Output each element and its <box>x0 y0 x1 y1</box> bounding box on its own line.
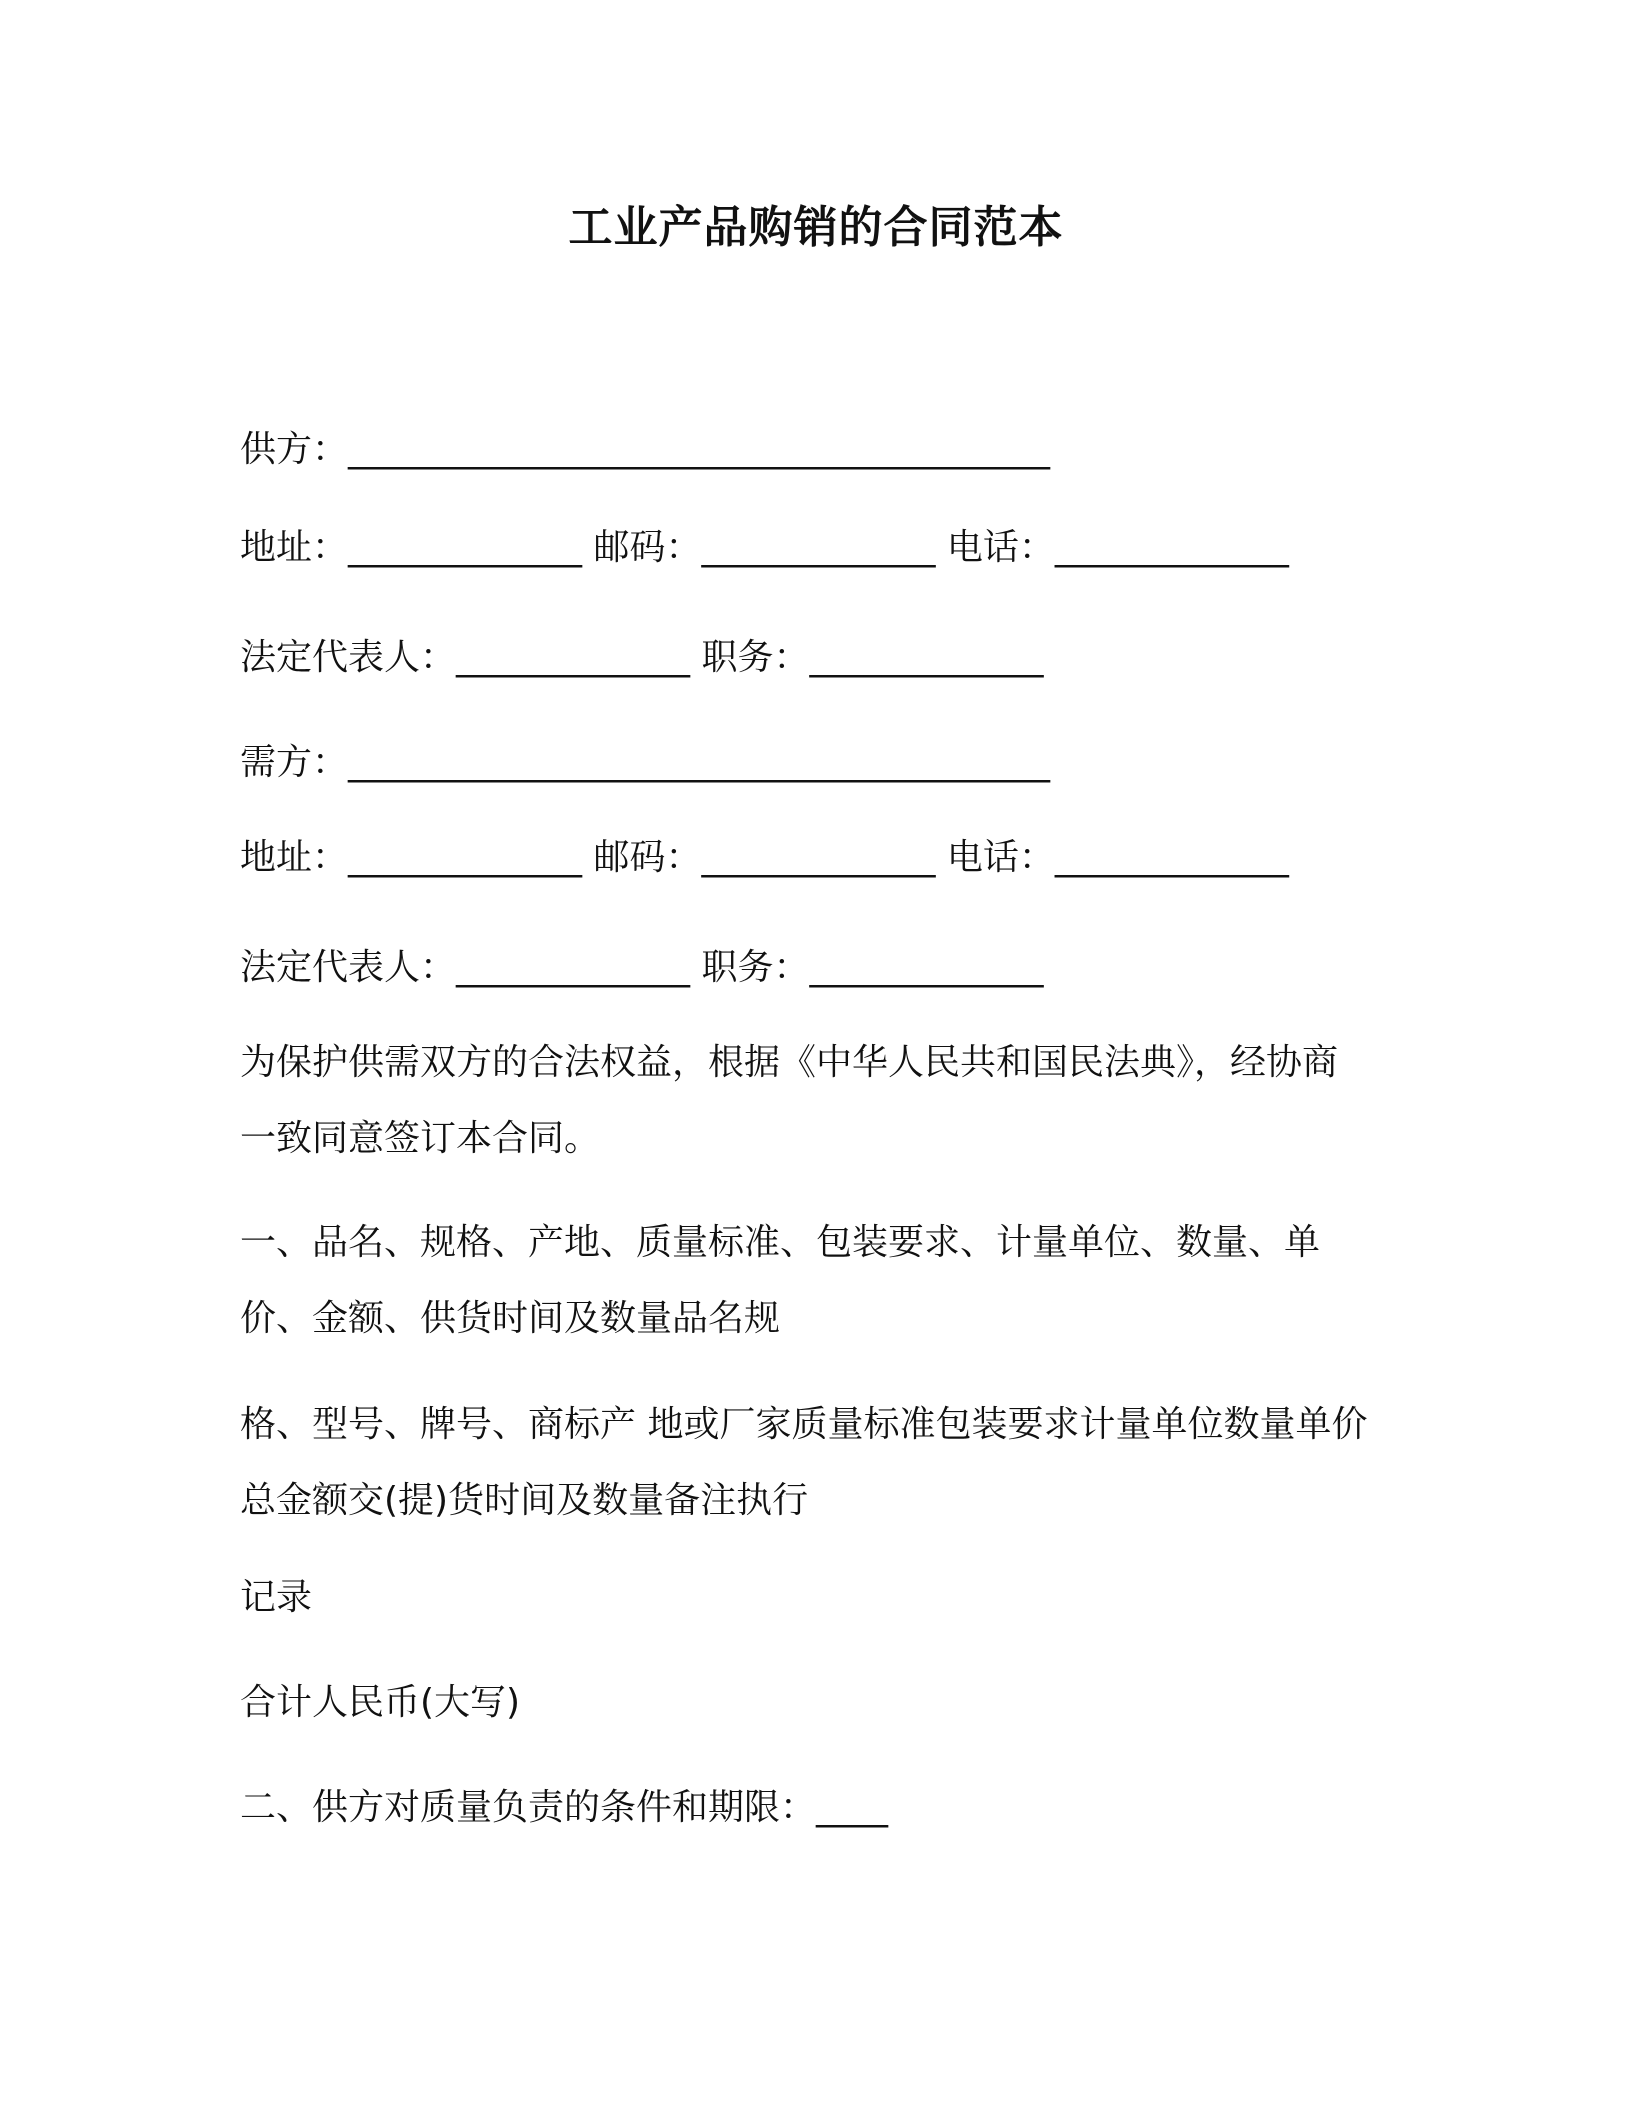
buyer-party-line: 需方：_______________________________________ <box>240 742 1051 783</box>
supplier-party-line: 供方：_______________________________________ <box>240 429 1051 470</box>
supplier-address-line: 地址：_____________ 邮码：_____________ 电话：_____________ <box>240 527 1289 568</box>
preamble-paragraph: 为保护供需双方的合法权益，根据《中华人民共和国民法典》，经协商一致同意签订本合同。 <box>240 1042 1339 1159</box>
supplier-representative-line: 法定代表人：_____________ 职务：_____________ <box>240 637 1044 678</box>
table-header-text: 格、型号、牌号、商标产 地或厂家质量标准包装要求计量单位数量单价总金额交(提)货时间及数量备注执行 <box>240 1404 1368 1521</box>
section-two-heading: 二、供方对质量负责的条件和期限：____ <box>240 1787 889 1828</box>
total-rmb-label: 合计人民币(大写) <box>240 1682 521 1723</box>
document-title: 工业产品购销的合同范本 <box>568 202 1064 253</box>
record-label: 记录 <box>240 1577 313 1618</box>
buyer-address-line: 地址：_____________ 邮码：_____________ 电话：_____________ <box>240 837 1289 878</box>
section-one-heading: 一、品名、规格、产地、质量标准、包装要求、计量单位、数量、单价、金额、供货时间及数量品名规 <box>240 1222 1321 1339</box>
buyer-representative-line: 法定代表人：_____________ 职务：_____________ <box>240 947 1044 988</box>
